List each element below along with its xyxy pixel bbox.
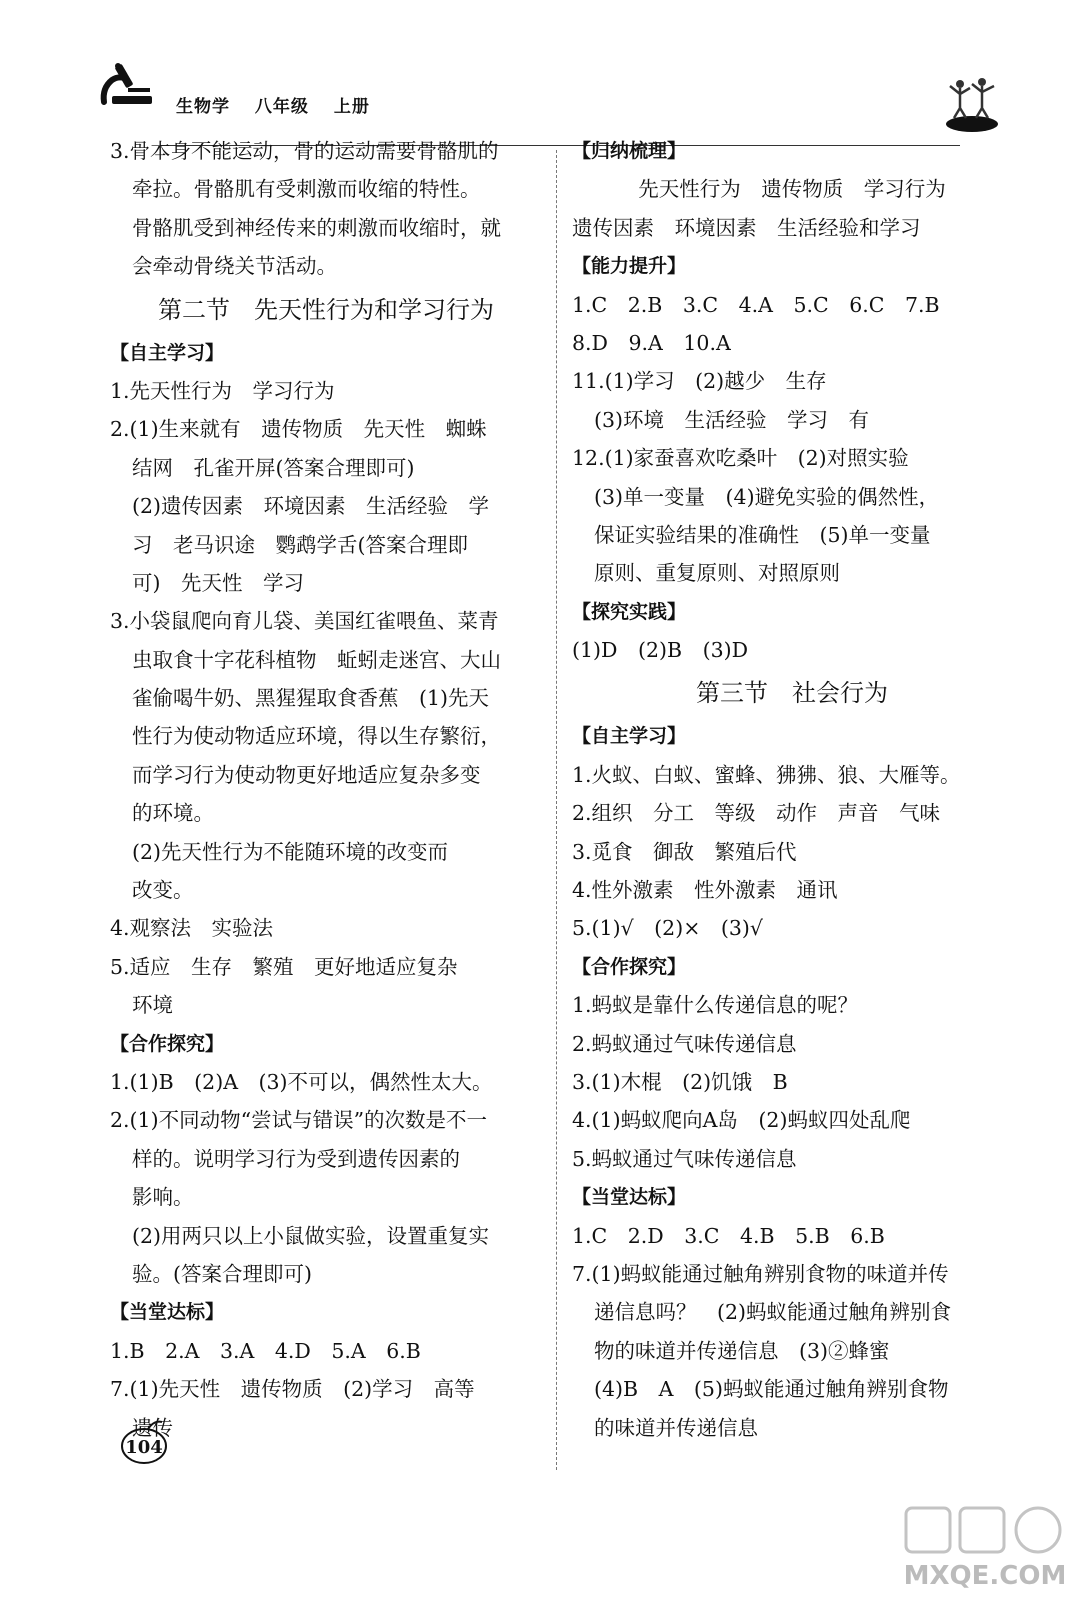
left-line: (2)遗传因素 环境因素 生活经验 学	[132, 494, 490, 519]
left-line: 而学习行为使动物更好地适应复杂多变	[132, 762, 481, 787]
left-line: 改变。	[132, 878, 194, 903]
right-line: 1.火蚁、白蚁、蜜蜂、狒狒、狼、大雁等。	[572, 762, 961, 787]
left-line: 会牵动骨绕关节活动。	[132, 254, 337, 279]
left-heading: 【当堂达标】	[110, 1301, 225, 1324]
left-line: 环境	[132, 993, 173, 1018]
right-line: 物的味道并传递信息 (3)②蜂蜜	[594, 1338, 890, 1363]
column-divider	[556, 150, 557, 1470]
page-header	[0, 0, 1092, 150]
left-line: 虫取食十字花科植物 蚯蚓走迷宫、大山	[132, 647, 501, 672]
right-heading: 【归纳梳理】	[572, 140, 687, 162]
header-grade: 八年级	[254, 97, 309, 117]
left-line: 习 老马识途 鹦鹉学舌(答案合理即	[132, 532, 468, 557]
right-section-title: 第三节 社会行为	[696, 679, 888, 708]
right-line: 3.觅食 御敌 繁殖后代	[572, 839, 797, 864]
right-line: 1.C 2.B 3.C 4.A 5.C 6.C 7.B	[572, 292, 940, 317]
left-line: 1.(1)B (2)A (3)不可以，偶然性太大。	[110, 1069, 493, 1094]
right-line: 12.(1)家蚕喜欢吃桑叶 (2)对照实验	[572, 446, 909, 471]
right-line: 3.(1)木棍 (2)饥饿 B	[572, 1069, 788, 1094]
left-line: 2.(1)生来就有 遗传物质 先天性 蜘蛛	[110, 417, 487, 442]
microscope-logo-icon	[98, 58, 162, 110]
right-heading: 【合作探究】	[572, 955, 687, 978]
right-line: 4.(1)蚂蚁爬向A岛 (2)蚂蚁四处乱爬	[572, 1108, 911, 1133]
header-volume: 上册	[333, 97, 370, 117]
right-heading: 【自主学习】	[572, 725, 687, 748]
right-line: 的味道并传递信息	[594, 1415, 758, 1440]
left-line: 2.(1)不同动物“尝试与错误”的次数是不一	[110, 1108, 488, 1133]
header-title	[176, 92, 388, 117]
dancers-decoration-icon	[942, 70, 1002, 134]
left-line: (2)用两只以上小鼠做实验，设置重复实	[132, 1223, 490, 1248]
right-column	[572, 132, 1012, 1447]
right-line: 遗传因素 环境因素 生活经验和学习	[572, 215, 921, 240]
right-line: 5.蚂蚁通过气味传递信息	[572, 1146, 797, 1171]
left-line: 遗传	[132, 1415, 173, 1440]
right-line: 1.蚂蚁是靠什么传递信息的呢？	[572, 993, 859, 1018]
right-line: 5.(1)√ (2)× (3)√	[572, 916, 763, 941]
left-column	[110, 132, 542, 1447]
left-line: 验。(答案合理即可)	[132, 1261, 312, 1286]
right-line: 先天性行为 遗传物质 学习行为	[638, 177, 946, 202]
left-line: 1.B 2.A 3.A 4.D 5.A 6.B	[110, 1338, 421, 1363]
right-heading: 【探究实践】	[572, 600, 687, 623]
right-line: 11.(1)学习 (2)越少 生存	[572, 369, 827, 394]
left-line: 4.观察法 实验法	[110, 916, 274, 941]
left-line: 牵拉。骨骼肌有受刺激而收缩的特性。	[132, 177, 481, 202]
left-line: 骨骼肌受到神经传来的刺激而收缩时，就	[132, 215, 501, 240]
watermark-text: MXQE.COM	[903, 1561, 1067, 1591]
left-line: 5.适应 生存 繁殖 更好地适应复杂	[110, 954, 458, 979]
right-line: 1.C 2.D 3.C 4.B 5.B 6.B	[572, 1223, 885, 1248]
left-line: 雀偷喝牛奶、黑猩猩取食香蕉 (1)先天	[132, 686, 490, 711]
right-line: 保证实验结果的准确性 (5)单一变量	[594, 522, 931, 547]
right-line: 8.D 9.A 10.A	[572, 330, 731, 355]
header-subject: 生物学	[176, 97, 230, 117]
page-number: 104	[125, 1437, 163, 1458]
left-line: 3.小袋鼠爬向育儿袋、美国红雀喂鱼、菜青	[110, 609, 499, 634]
right-line: 原则、重复原则、对照原则	[594, 561, 840, 586]
right-line: 递信息吗？ (2)蚂蚁能通过触角辨别食	[594, 1300, 952, 1325]
left-line: 7.(1)先天性 遗传物质 (2)学习 高等	[110, 1377, 475, 1402]
right-line: (1)D (2)B (3)D	[572, 638, 749, 663]
left-section-title: 第二节 先天性行为和学习行为	[158, 295, 494, 324]
left-line: 1.先天性行为 学习行为	[110, 378, 335, 403]
left-line: 的环境。	[132, 801, 214, 826]
right-line: 2.组织 分工 等级 动作 声音 气味	[572, 801, 941, 826]
left-line: 可) 先天性 学习	[132, 570, 304, 595]
right-line: (3)单一变量 (4)避免实验的偶然性，	[594, 484, 940, 509]
page-number-badge	[118, 1418, 174, 1466]
right-line: 7.(1)蚂蚁能通过触角辨别食物的味道并传	[572, 1261, 949, 1286]
right-line: (3)环境 生活经验 学习 有	[594, 407, 870, 432]
left-line: 结网 孔雀开屏(答案合理即可)	[132, 455, 415, 480]
right-line: 2.蚂蚁通过气味传递信息	[572, 1031, 797, 1056]
left-heading: 【自主学习】	[110, 341, 225, 364]
right-line: 4.性外激素 性外激素 通讯	[572, 878, 838, 903]
left-heading: 【合作探究】	[110, 1032, 225, 1055]
left-line: 影响。	[132, 1185, 194, 1210]
right-line: (4)B A (5)蚂蚁能通过触角辨别食物	[594, 1377, 949, 1402]
left-line: 性行为使动物适应环境，得以生存繁衍，	[132, 724, 501, 749]
left-line: 样的。说明学习行为受到遗传因素的	[132, 1146, 460, 1171]
right-heading: 【能力提升】	[572, 255, 687, 278]
left-line: 3.骨本身不能运动，骨的运动需要骨骼肌的	[110, 139, 499, 163]
watermark-logo	[890, 1498, 1080, 1594]
right-heading: 【当堂达标】	[572, 1186, 687, 1209]
left-line: (2)先天性行为不能随环境的改变而	[132, 839, 449, 864]
